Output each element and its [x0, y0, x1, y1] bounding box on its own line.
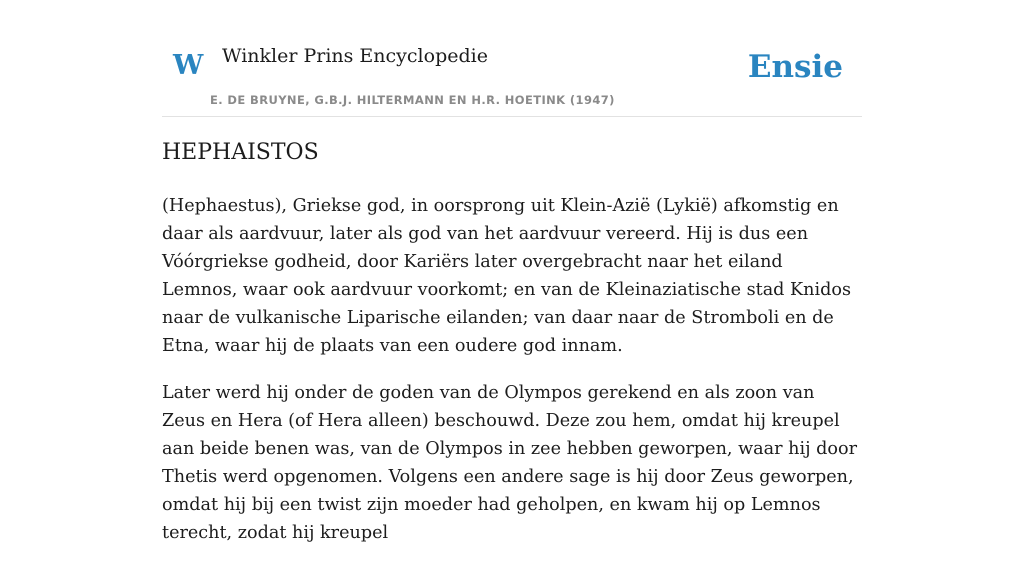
article-paragraph: (Hephaestus), Griekse god, in oorsprong uit Klein-Azië (Lykië) afkomstig en daar als aardvuur, later als god van het aardvuur vereerd. Hij is dus een Vóórgriekse godheid, door Kariërs later overgebracht naar het eiland Lemnos, waar ook aardvuur voorkomt; en van de Kleinaziatische stad Knidos naar de vulkanische Liparische eilanden; van daar naar de Stromboli en de Etna, waar hij de plaats van een oudere god innam.	[162, 196, 852, 356]
winkler-prins-logo[interactable]: W	[173, 50, 204, 81]
article-body	[162, 192, 862, 566]
source-header	[162, 40, 862, 117]
source-title[interactable]: Winkler Prins Encyclopedie	[222, 45, 488, 67]
article-title: HEPHAISTOS	[162, 140, 319, 165]
ensie-logo[interactable]: Ensie	[747, 49, 843, 85]
article-paragraph: Later werd hij onder de goden van de Olympos gerekend en als zoon van Zeus en Hera (of Hera alleen) beschouwd. Deze zou hem, omdat hij kreupel aan beide benen was, van de Olympos in zee hebben geworpen, waar hij door Thetis werd opgenomen. Volgens een andere sage is hij door Zeus geworpen, omdat hij bij een twist zijn moeder had geholpen, en kwam hij op Lemnos terecht, zodat hij kreupel	[162, 383, 858, 543]
source-authors: E. DE BRUYNE, G.B.J. HILTERMANN EN H.R. HOETINK (1947)	[210, 93, 615, 107]
